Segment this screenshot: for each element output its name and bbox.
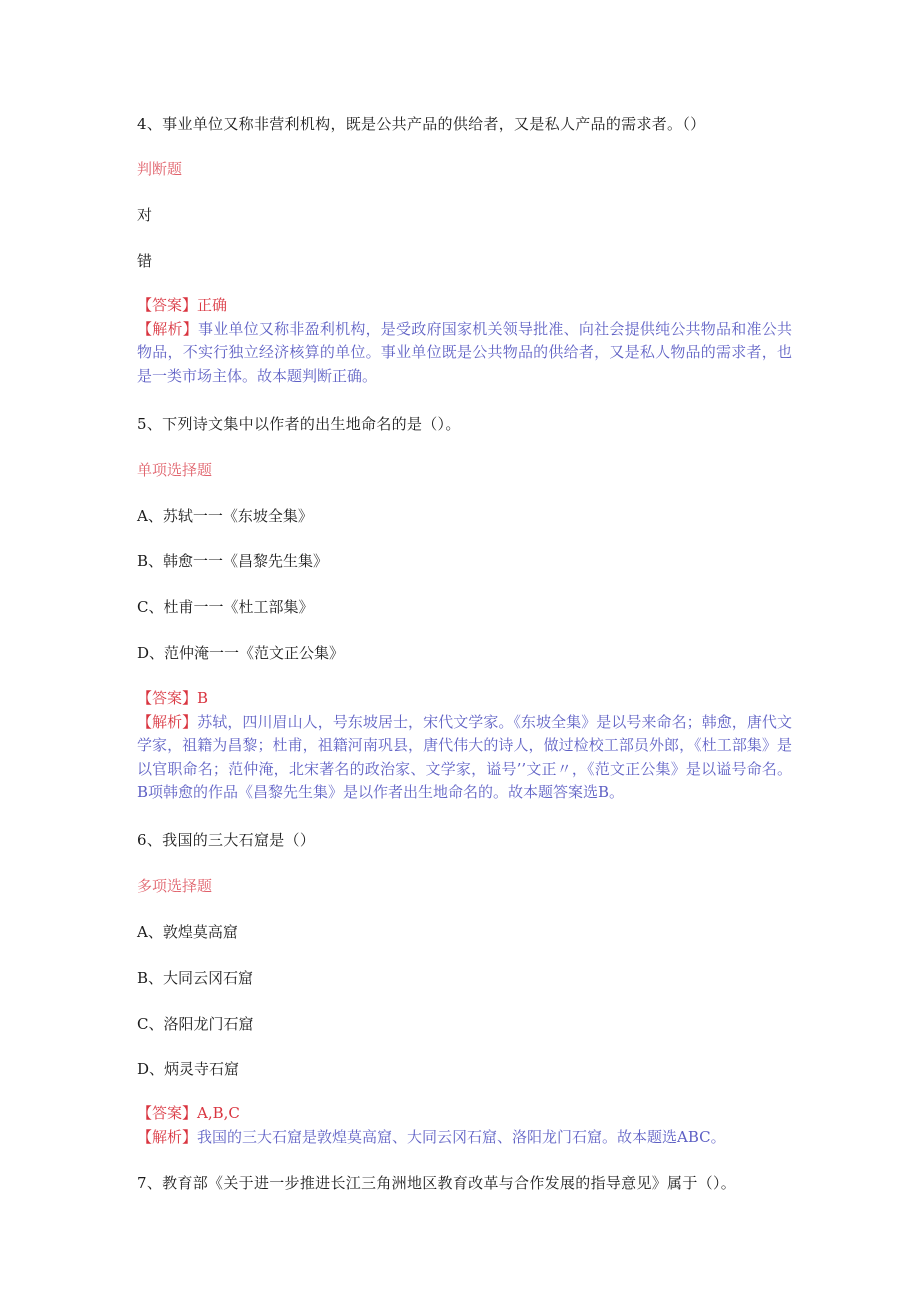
question-4-answer-block (137, 294, 792, 388)
analysis-text: 我国的三大石窟是敦煌莫高窟、大同云冈石窟、洛阳龙门石窟。故本题选ABC。 (197, 1127, 726, 1146)
question-6-text: 6、我国的三大石窟是（） (137, 831, 316, 849)
question-5-text: 5、下列诗文集中以作者的出生地命名的是（）。 (137, 415, 461, 433)
question-5-option-d: D、范仲淹一一《范文正公集》 (137, 644, 345, 662)
analysis-text: 事业单位又称非盈利机构，是受政府国家机关领导批准、向社会提供纯公共物品和准公共物品，不实行独立经济核算的单位。事业单位既是公共物品的供给者，又是私人物品的需求者，也是一类市场主体。故本题判断正确。 (137, 319, 792, 385)
question-5-answer-block (137, 687, 792, 805)
question-7-text: 7、教育部《关于进一步推进长江三角洲地区教育改革与合作发展的指导意见》属于（）。 (137, 1174, 737, 1192)
answer-value: B (197, 689, 209, 707)
analysis-label: 【解析】 (137, 1127, 198, 1146)
question-5-option-c: C、杜甫一一《杜工部集》 (137, 598, 314, 616)
question-6-type: 多项选择题 (137, 877, 213, 895)
question-4-answer (137, 294, 792, 318)
answer-label: 【答案】 (137, 689, 198, 707)
question-4-analysis (137, 318, 792, 389)
answer-label: 【答案】 (137, 1104, 198, 1122)
question-6-option-b: B、大同云冈石窟 (137, 969, 254, 987)
question-6-answer (137, 1102, 792, 1126)
analysis-text: 苏轼，四川眉山人，号东坡居士，宋代文学家。《东坡全集》是以号来命名；韩愈，唐代文学家，祖籍为昌黎；杜甫，祖籍河南巩县，唐代伟大的诗人，做过检校工部员外郎，《杜工部集》是以官职命名；范仲淹，北宋著名的政治家、文学家，谥号’’文正〃，《范文正公集》是以谥号命名。B项韩愈的作品《昌黎先生集》是以作者出生地命名的。故本题答案选B。 (137, 712, 792, 801)
question-4-option-2: 错 (137, 252, 153, 270)
analysis-label: 【解析】 (137, 712, 198, 731)
question-5-option-b: B、韩愈一一《昌黎先生集》 (137, 552, 329, 570)
question-5-type: 单项选择题 (137, 461, 213, 479)
question-6-option-c: C、洛阳龙门石窟 (137, 1015, 254, 1033)
question-6-option-d: D、炳灵寺石窟 (137, 1060, 240, 1078)
question-4-text: 4、事业单位又称非营利机构，既是公共产品的供给者，又是私人产品的需求者。（） (137, 115, 706, 133)
answer-label: 【答案】 (137, 296, 198, 314)
question-6-option-a: A、敦煌莫高窟 (137, 923, 238, 941)
question-6-analysis (137, 1126, 792, 1150)
question-6-answer-block (137, 1102, 792, 1149)
answer-value: 正确 (197, 296, 228, 314)
question-4-type: 判断题 (137, 160, 183, 178)
question-4-option-1: 对 (137, 206, 153, 224)
question-5-analysis (137, 711, 792, 805)
answer-value: A,B,C (197, 1104, 240, 1122)
question-5-option-a: A、苏轼一一《东坡全集》 (137, 507, 313, 525)
question-5-answer (137, 687, 792, 711)
analysis-label: 【解析】 (137, 319, 198, 338)
